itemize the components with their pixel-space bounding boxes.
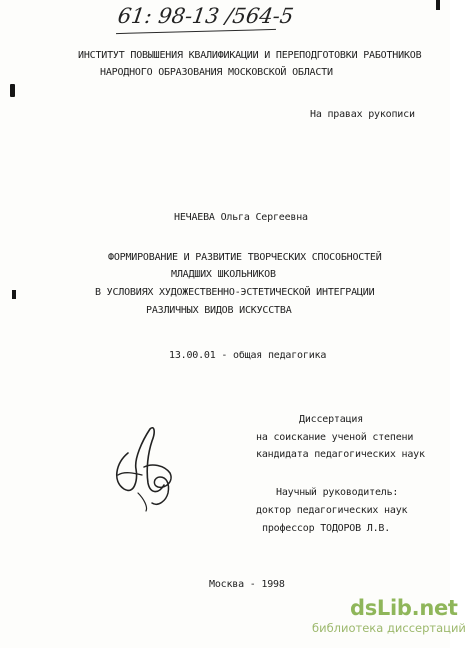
dissertation-title-line-4: РАЗЛИЧНЫХ ВИДОВ ИСКУССТВА (146, 305, 292, 316)
handwritten-underline (116, 29, 276, 34)
dissertation-title-line-2: МЛАДШИХ ШКОЛЬНИКОВ (171, 269, 276, 280)
institute-line-1: ИНСТИТУТ ПОВЫШЕНИЯ КВАЛИФИКАЦИИ И ПЕРЕПОДГОТОВКИ РАБОТНИКОВ (78, 50, 422, 61)
institute-line-2: НАРОДНОГО ОБРАЗОВАНИЯ МОСКОВСКОЙ ОБЛАСТИ (100, 67, 333, 78)
watermark-logo: dsLib.net (350, 596, 458, 620)
author-name: НЕЧАЕВА Ольга Сергеевна (174, 212, 308, 223)
manuscript-rights-note: На правах рукописи (310, 109, 415, 120)
handwritten-signature (108, 423, 178, 513)
degree-line-2: на соискание ученой степени (256, 432, 414, 443)
scan-mark-top-right (436, 0, 440, 10)
supervisor-name: профессор ТОДОРОВ Л.В. (262, 523, 391, 534)
supervisor-label: Научный руководитель: (276, 487, 399, 498)
watermark (312, 596, 466, 642)
supervisor-degree: доктор педагогических наук (256, 505, 408, 516)
dissertation-title-line-1: ФОРМИРОВАНИЕ И РАЗВИТИЕ ТВОРЧЕСКИХ СПОСОБНОСТЕЙ (108, 252, 382, 263)
degree-line-3: кандидата педагогических наук (256, 449, 425, 460)
scan-mark-left-upper (10, 84, 15, 97)
handwritten-catalog-code: 61: 98-13 /564-5 (116, 4, 295, 28)
dissertation-title-line-3: В УСЛОВИЯХ ХУДОЖЕСТВЕННО-ЭСТЕТИЧЕСКОЙ ИНТЕГРАЦИИ (95, 287, 375, 298)
specialty-code: 13.00.01 - общая педагогика (169, 350, 327, 361)
scan-mark-left-lower (12, 290, 16, 299)
degree-line-1: Диссертация (299, 414, 364, 425)
city-and-year: Москва - 1998 (209, 579, 285, 590)
watermark-subtitle: библиотека диссертаций (312, 621, 466, 635)
